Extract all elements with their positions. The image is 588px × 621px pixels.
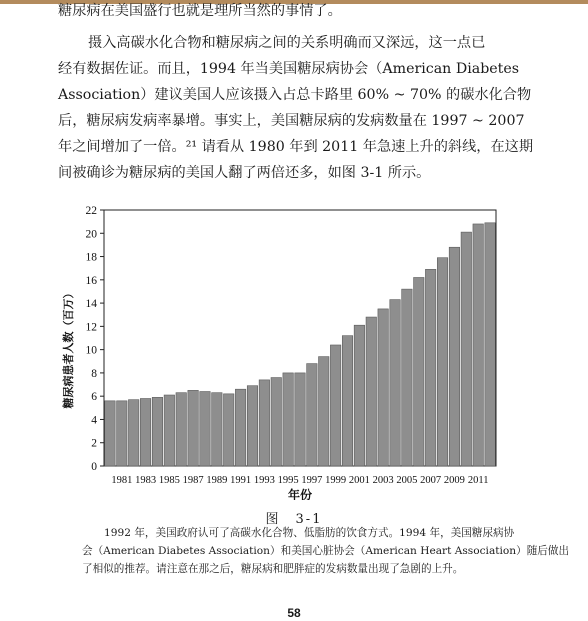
x-tick-label: 1981 [111, 475, 133, 486]
bar-2000 [342, 336, 352, 466]
x-tick-label: 2003 [372, 475, 394, 486]
caption-line-2: 会（American Diabetes Association）和美国心脏协会（American Heart Association）随后做出 [82, 544, 570, 557]
bar-1981 [117, 401, 127, 466]
diabetes-bar-chart [56, 200, 506, 500]
x-tick-label: 2009 [443, 475, 465, 486]
bar-2002 [366, 317, 376, 466]
x-tick-label: 1983 [135, 475, 157, 486]
bar-1995 [283, 373, 293, 466]
paragraph-line-2: 摄入高碳水化合物和糖尿病之间的关系明确而又深远，这一点已 [88, 35, 486, 51]
x-axis-label: 年份 [287, 488, 313, 500]
bar-1993 [259, 380, 269, 466]
y-tick-label: 14 [85, 298, 97, 311]
bar-1991 [235, 389, 245, 466]
bar-2008 [437, 258, 447, 466]
x-tick-label: 1985 [158, 475, 180, 486]
figure-caption [82, 525, 570, 578]
paragraph-line-3: 经有数据佐证。而且，1994 年当美国糖尿病协会（American Diabetes [58, 61, 520, 77]
x-tick-label: 2005 [396, 475, 418, 486]
plot-area [61, 205, 496, 500]
x-tick-label: 1997 [301, 475, 323, 486]
caption-line-1: 1992 年，美国政府认可了高碳水化合物、低脂肪的饮食方式。1994 年，美国糖尿病协 [104, 527, 515, 539]
bar-2005 [402, 289, 412, 466]
bar-1999 [330, 345, 340, 466]
bar-32 [485, 223, 495, 466]
paragraph-line-4: Association）建议美国人应该摄入占总卡路里 60% ~ 70% 的碳水化合物 [58, 87, 532, 103]
bar-1982 [128, 400, 138, 466]
x-tick-label: 1999 [325, 475, 347, 486]
bar-1988 [200, 392, 210, 466]
figure-label: 图 3-1 [265, 512, 323, 527]
x-tick-label: 1989 [206, 475, 228, 486]
x-tick-label: 2011 [467, 475, 489, 486]
bar-1997 [307, 364, 317, 466]
y-tick-label: 8 [91, 367, 97, 380]
paragraph-line-7: 间被确诊为糖尿病的美国人翻了两倍还多，如图 3-1 所示。 [58, 165, 431, 181]
bar-2001 [354, 325, 364, 466]
bar-1989 [212, 393, 222, 466]
paragraph-line-6: 年之间增加了一倍。²¹ 请看从 1980 年到 2011 年急速上升的斜线，在这期 [58, 139, 534, 155]
bar-2007 [425, 269, 435, 466]
bar-1992 [247, 386, 257, 466]
page-number: 58 [287, 606, 301, 620]
y-tick-label: 10 [85, 344, 97, 357]
y-tick-label: 12 [85, 321, 97, 334]
y-tick-label: 20 [85, 228, 97, 241]
bar-2011 [473, 224, 483, 466]
y-tick-label: 0 [91, 461, 97, 473]
x-tick-label: 1995 [277, 475, 299, 486]
x-tick-label: 1987 [182, 475, 204, 486]
bar-2004 [390, 300, 400, 466]
bar-2006 [414, 277, 424, 466]
x-tick-label: 2001 [348, 475, 370, 486]
y-tick-label: 18 [85, 251, 97, 264]
bar-2010 [461, 232, 471, 466]
paragraph-line-5: 后，糖尿病发病率暴增。事实上，美国糖尿病的发病数量在 1997 ~ 2007 [58, 113, 525, 129]
x-tick-label: 2007 [420, 475, 442, 486]
x-tick-label: 1993 [253, 475, 275, 486]
bar-1983 [140, 399, 150, 466]
bar-2003 [378, 309, 388, 466]
bar-2009 [449, 247, 459, 466]
y-tick-label: 6 [91, 391, 97, 404]
x-tick-label: 1991 [230, 475, 252, 486]
y-axis-label: 糖尿病患者人数（百万） [62, 287, 75, 409]
bar-1996 [295, 373, 305, 466]
y-tick-label: 4 [91, 414, 97, 427]
bar-1985 [164, 395, 174, 466]
bar-1994 [271, 378, 281, 466]
bar-1980 [105, 401, 115, 466]
bar-1984 [152, 397, 162, 466]
bar-1998 [319, 357, 329, 466]
bar-1986 [176, 393, 186, 466]
bar-1990 [224, 394, 234, 466]
y-tick-label: 2 [91, 437, 97, 450]
caption-line-3: 了相似的推荐。请注意在那之后，糖尿病和肥胖症的发病数量出现了急剧的上升。 [82, 562, 464, 575]
paragraph-line-1: 糖尿病在美国盛行也就是理所当然的事情了。 [58, 3, 342, 19]
y-tick-label: 22 [85, 205, 97, 217]
y-tick-label: 16 [85, 274, 97, 287]
bar-1987 [188, 390, 198, 466]
